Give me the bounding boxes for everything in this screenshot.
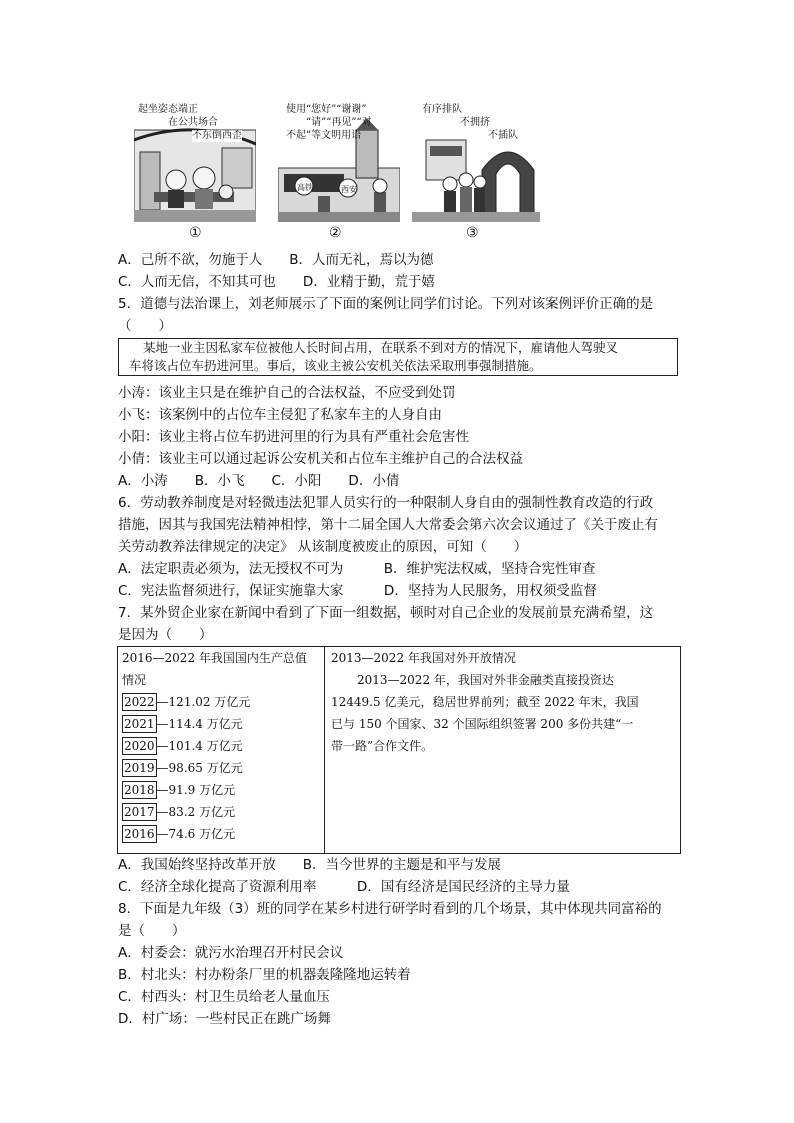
- panel1-caption-2: 在公共场合: [168, 117, 218, 128]
- q6-stem-3: 关劳动教养法律规定的决定》 从该制度被废止的原因，可知（ ）: [118, 539, 528, 555]
- q5-options: A．小涛 B．小飞 C．小阳 D．小倩: [118, 473, 400, 489]
- year-box: 2017: [124, 805, 155, 819]
- q5-case-line-2: 车将该占位车扔进河里。事后，该业主被公安机关依法采取刑事强制措施。: [129, 358, 542, 373]
- q4-option-line-1: A．己所不欲，勿施于人 B．人而无礼，焉以为德: [118, 252, 434, 268]
- year-box: 2022: [124, 695, 155, 709]
- gdp-value: —91.9 万亿元: [156, 783, 236, 797]
- opening-text-2: 12449.5 亿美元，稳居世界前列；截至 2022 年末，我国: [331, 695, 639, 709]
- cartoon-panel-3: [412, 100, 540, 222]
- q8-option-c: C．村西头：村卫生员给老人量血压: [118, 989, 330, 1005]
- panel-number-1: ①: [189, 225, 202, 241]
- q6-stem-1: 6．劳动教养制度是对轻微违法犯罪人员实行的一种限制人身自由的强制性教育改造的行政: [118, 495, 654, 511]
- q5-stem-1: 5．道德与法治课上，刘老师展示了下面的案例让同学们讨论。下列对该案例评价正确的是: [118, 296, 654, 312]
- year-box: 2016: [124, 827, 155, 841]
- q8-option-b: B．村北头：村办粉条厂里的机器轰隆隆地运转着: [118, 967, 411, 983]
- q8-option-d: D．村广场：一些村民正在跳广场舞: [118, 1011, 331, 1027]
- q7-option-line-2: C．经济全球化提高了资源利用率 D．国有经济是国民经济的主导力量: [118, 879, 570, 895]
- q6-option-line-1: A．法定职责必须为，法无授权不可为 B．维护宪法权威，坚持合宪性审查: [118, 561, 596, 577]
- year-box: 2018: [124, 783, 155, 797]
- cartoon-panel-1: [134, 100, 256, 222]
- panel-number-3: ③: [466, 225, 479, 241]
- q5-opinion-3: 小阳：该业主将占位车扔进河里的行为具有严重社会危害性: [118, 429, 469, 445]
- gdp-value: —83.2 万亿元: [156, 805, 236, 819]
- q7-data-table: [117, 646, 681, 854]
- year-box: 2019: [124, 761, 155, 775]
- q7-option-line-1: A．我国始终坚持改革开放 B．当今世界的主题是和平与发展: [118, 857, 501, 873]
- panel2-caption-2: “请”“再见”“对: [306, 117, 372, 128]
- gdp-title-2: 情况: [122, 673, 147, 687]
- q6-option-line-2: C．宪法监督须进行，保证实施靠大家 D．坚持为人民服务，用权须受监督: [118, 583, 597, 599]
- gdp-row: [122, 757, 243, 779]
- q8-option-a: A．村委会：就污水治理召开村民会议: [118, 945, 344, 961]
- opening-title: 2013—2022 年我国对外开放情况: [331, 651, 516, 665]
- panel2-sign-2: 西安: [341, 185, 357, 194]
- panel3-caption-2: 不拥挤: [460, 117, 490, 128]
- q8-stem-1: 8．下面是九年级（3）班的同学在某乡村进行研学时看到的几个场景，其中体现共同富裕的: [118, 901, 662, 917]
- gdp-title-1: 2016—2022 年我国国内生产总值: [122, 651, 307, 665]
- gdp-value: —101.4 万亿元: [156, 739, 243, 753]
- gdp-value: —114.4 万亿元: [156, 717, 243, 731]
- gdp-row: [122, 801, 235, 823]
- panel1-caption-1: 起坐姿态端正: [138, 104, 198, 115]
- q5-opinion-1: 小涛：该业主只是在维护自己的合法权益，不应受到处罚: [118, 385, 456, 401]
- q4-option-line-2: C．人而无信，不知其可也 D．业精于勤，荒于嬉: [118, 274, 435, 290]
- panel3-caption-3: 不插队: [488, 130, 518, 141]
- opening-text-1: 2013—2022 年，我国对外非金融类直接投资达: [357, 673, 614, 687]
- gdp-row: [122, 823, 235, 845]
- q5-opinion-2: 小飞：该案例中的占位车主侵犯了私家车主的人身自由: [118, 407, 442, 423]
- q6-stem-2: 措施，因其与我国宪法精神相悖，第十二届全国人大常委会第六次会议通过了《关于废止有: [118, 517, 658, 533]
- q7-stem-1: 7．某外贸企业家在新闻中看到了下面一组数据，顿时对自己企业的发展前景充满希望，这: [118, 605, 654, 621]
- q8-stem-2: 是（ ）: [118, 923, 186, 939]
- q5-case-line-1: 某地一业主因私家车位被他人长时间占用，在联系不到对方的情况下，雇请他人驾驶叉: [143, 340, 619, 355]
- gdp-row: [122, 713, 243, 735]
- year-box: 2020: [124, 739, 155, 753]
- panel2-sign-1: 高铁: [297, 183, 313, 192]
- gdp-row: [122, 691, 250, 713]
- q5-case-box: [118, 338, 678, 376]
- year-box: 2021: [124, 717, 155, 731]
- panel2-caption-3: 不起”等文明用语: [286, 130, 362, 141]
- panel1-caption-3: 不东倒西歪: [192, 130, 242, 141]
- table-divider: [324, 647, 325, 853]
- gdp-value: —98.65 万亿元: [156, 761, 243, 775]
- gdp-value: —74.6 万亿元: [156, 827, 236, 841]
- panel-number-2: ②: [329, 225, 342, 241]
- panel3-caption-1: 有序排队: [422, 104, 462, 115]
- gdp-value: —121.02 万亿元: [156, 695, 251, 709]
- q7-stem-2: 是因为（ ）: [118, 627, 213, 643]
- cartoon-panel-2: [278, 100, 400, 222]
- gdp-row: [122, 779, 235, 801]
- opening-text-4: 带一路”合作文件。: [331, 739, 434, 753]
- gdp-row: [122, 735, 243, 757]
- opening-text-3: 已与 150 个国家、32 个国际组织签署 200 多份共建“一: [331, 717, 634, 731]
- q5-opinion-4: 小倩：该业主可以通过起诉公安机关和占位车主维护自己的合法权益: [118, 451, 523, 467]
- q5-stem-2: （ ）: [118, 318, 172, 334]
- panel2-caption-1: 使用“您好”“谢谢”: [286, 104, 367, 115]
